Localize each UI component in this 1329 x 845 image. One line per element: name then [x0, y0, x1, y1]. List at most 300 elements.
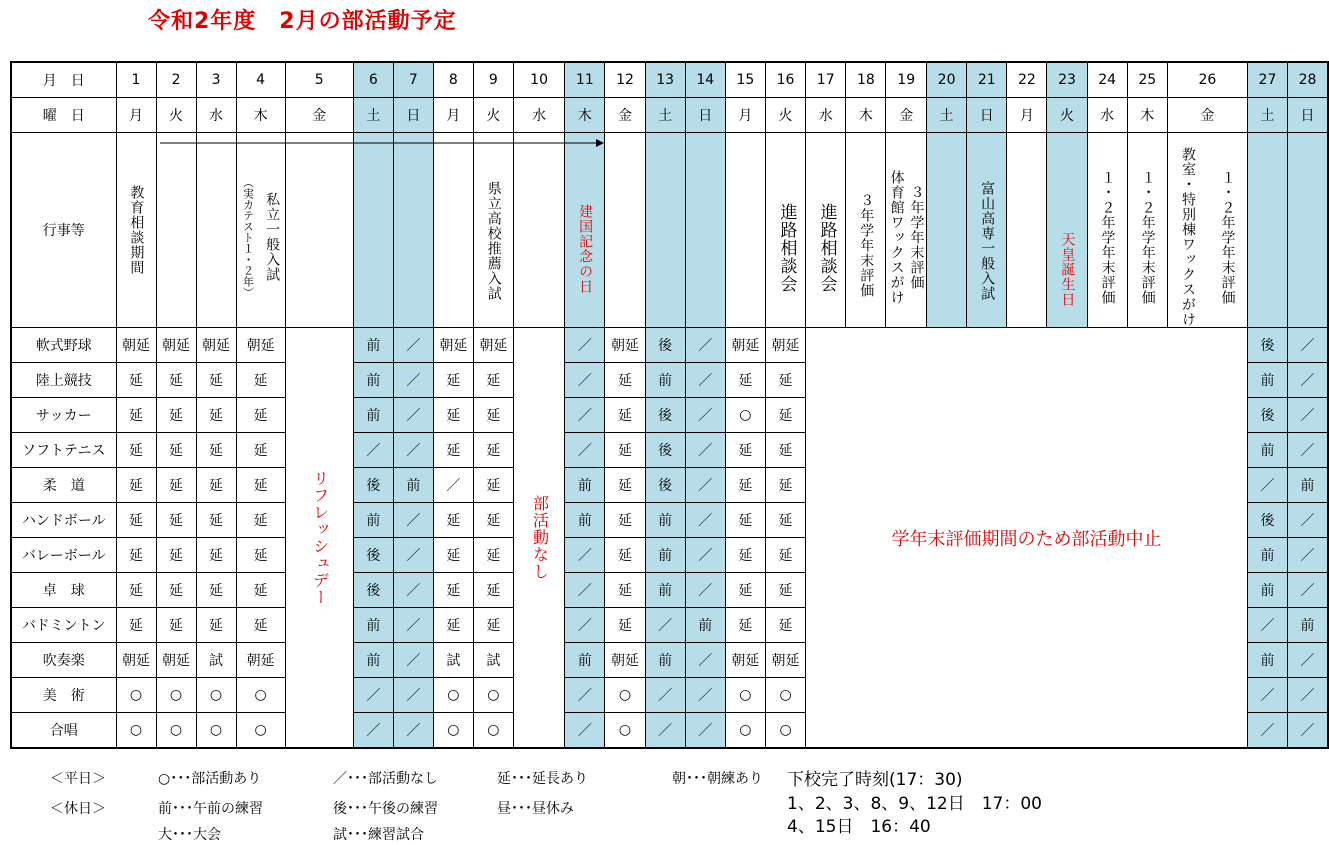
schedule-cell: 延 — [156, 363, 196, 398]
event-text: 建国記念の日 — [577, 204, 594, 294]
schedule-cell: 延 — [725, 538, 765, 573]
club-row — [11, 328, 1328, 363]
date-cell: 25 — [1127, 62, 1167, 98]
schedule-cell: 延 — [433, 363, 473, 398]
schedule-cell: 後 — [645, 328, 685, 363]
schedule-cell: 前 — [353, 503, 393, 538]
schedule-cell: ／ — [1288, 328, 1328, 363]
schedule-cell: ／ — [1247, 713, 1287, 749]
schedule-cell: 朝延 — [156, 328, 196, 363]
schedule-cell: ／ — [565, 398, 605, 433]
schedule-cell: ／ — [393, 433, 433, 468]
schedule-cell: 延 — [236, 468, 285, 503]
club-name: 合唱 — [11, 713, 116, 749]
schedule-cell: 延 — [605, 608, 645, 643]
schedule-cell: 前 — [353, 608, 393, 643]
weekday-cell: 木 — [1127, 98, 1167, 133]
schedule-cell: ／ — [1288, 573, 1328, 608]
weekday-cell: 水 — [513, 98, 564, 133]
schedule-cell: 延 — [116, 363, 156, 398]
events-row — [11, 133, 1328, 328]
date-cell: 10 — [513, 62, 564, 98]
schedule-cell: ○ — [725, 678, 765, 713]
event-text: 体育館ワックスがけ — [888, 169, 905, 305]
schedule-cell: ／ — [685, 678, 725, 713]
event-text: 富山高専一般入試 — [979, 181, 996, 301]
weekday-cell: 月 — [116, 98, 156, 133]
date-cell: 17 — [806, 62, 846, 98]
schedule-cell: ／ — [1288, 643, 1328, 678]
suspension-note: 学年末評価期間のため部活動中止 — [891, 528, 1162, 550]
schedule-cell: 前 — [645, 363, 685, 398]
schedule-cell: ／ — [565, 538, 605, 573]
schedule-cell: 延 — [156, 538, 196, 573]
club-name: バレーボール — [11, 538, 116, 573]
schedule-cell: 延 — [116, 608, 156, 643]
club-name: バドミントン — [11, 608, 116, 643]
club-name: 吹奏楽 — [11, 643, 116, 678]
schedule-cell: 延 — [433, 573, 473, 608]
event-day-4 — [236, 133, 285, 328]
weekday-cell: 月 — [1007, 98, 1047, 133]
schedule-cell: ／ — [353, 433, 393, 468]
legend-item: 大･･･大会 — [158, 827, 221, 843]
schedule-cell: 延 — [605, 398, 645, 433]
schedule-cell: ／ — [393, 573, 433, 608]
schedule-cell: 延 — [605, 573, 645, 608]
event-text: 教室・特別棟ワックスがけ — [1179, 147, 1196, 327]
refresh-day-cell — [285, 328, 353, 749]
schedule-cell: 朝延 — [765, 643, 805, 678]
event-text: 進路相談会 — [816, 203, 837, 293]
club-name: 美 術 — [11, 678, 116, 713]
schedule-cell: 朝延 — [605, 643, 645, 678]
schedule-cell: ／ — [685, 328, 725, 363]
date-cell: 18 — [846, 62, 886, 98]
schedule-cell: 延 — [725, 608, 765, 643]
schedule-cell: ／ — [1288, 398, 1328, 433]
date-cell: 20 — [927, 62, 967, 98]
schedule-cell: 延 — [196, 608, 236, 643]
schedule-cell: ／ — [393, 328, 433, 363]
schedule-cell: 延 — [236, 503, 285, 538]
schedule-cell: 延 — [433, 608, 473, 643]
weekday-cell: 金 — [1167, 98, 1247, 133]
schedule-cell: 前 — [645, 643, 685, 678]
schedule-cell: ／ — [393, 363, 433, 398]
schedule-cell: 延 — [156, 468, 196, 503]
event-text: 進路相談会 — [776, 203, 797, 293]
schedule-cell: 延 — [433, 433, 473, 468]
schedule-cell: ○ — [605, 713, 645, 749]
schedule-cell: 延 — [196, 503, 236, 538]
event-day-11 — [565, 133, 605, 328]
schedule-cell: ／ — [565, 433, 605, 468]
club-name: 軟式野球 — [11, 328, 116, 363]
schedule-cell: 延 — [473, 468, 513, 503]
schedule-cell: 前 — [565, 468, 605, 503]
event-day-19 — [886, 133, 927, 328]
legend-holiday-label: ＜休日＞ — [50, 801, 106, 817]
schedule-cell: 延 — [605, 468, 645, 503]
schedule-cell: 延 — [196, 433, 236, 468]
schedule-cell: ／ — [565, 573, 605, 608]
event-day-1 — [116, 133, 156, 328]
dismissal-time: 1、2、3、8、9、12日 17：00 — [787, 794, 1042, 814]
club-name: 陸上競技 — [11, 363, 116, 398]
schedule-cell: ／ — [645, 678, 685, 713]
schedule-cell: 後 — [645, 398, 685, 433]
schedule-cell: 前 — [1247, 363, 1287, 398]
schedule-cell: ○ — [116, 713, 156, 749]
weekday-cell: 水 — [196, 98, 236, 133]
weekday-cell: 金 — [605, 98, 645, 133]
schedule-cell: ／ — [393, 503, 433, 538]
schedule-cell: 朝延 — [116, 328, 156, 363]
schedule-cell: 朝延 — [196, 328, 236, 363]
legend-weekday-label: ＜平日＞ — [50, 771, 106, 787]
weekday-cell: 水 — [806, 98, 846, 133]
schedule-cell: ／ — [565, 363, 605, 398]
legend-item: 前･･･午前の練習 — [158, 801, 263, 817]
date-cell: 19 — [886, 62, 927, 98]
schedule-cell: 延 — [116, 503, 156, 538]
schedule-cell: ／ — [1288, 503, 1328, 538]
schedule-cell: 前 — [645, 503, 685, 538]
schedule-cell: 朝延 — [605, 328, 645, 363]
schedule-cell: ／ — [393, 643, 433, 678]
weekday-cell: 火 — [1047, 98, 1087, 133]
schedule-cell: 延 — [605, 503, 645, 538]
schedule-cell: ／ — [353, 713, 393, 749]
legend-item: 後･･･午後の練習 — [333, 801, 438, 817]
schedule-cell: ○ — [473, 678, 513, 713]
event-text: ３年学年末評価 — [908, 184, 925, 290]
schedule-cell: 延 — [473, 503, 513, 538]
schedule-cell: ／ — [433, 468, 473, 503]
legend-item: 朝･･･朝練あり — [672, 771, 763, 787]
schedule-cell: ／ — [565, 608, 605, 643]
schedule-cell: 延 — [765, 608, 805, 643]
schedule-cell: ○ — [725, 398, 765, 433]
schedule-cell: 延 — [473, 573, 513, 608]
schedule-cell: 延 — [156, 573, 196, 608]
suspension-cell — [806, 328, 1248, 749]
schedule-cell: ○ — [725, 713, 765, 749]
schedule-cell: 朝延 — [473, 328, 513, 363]
schedule-cell: 前 — [1247, 573, 1287, 608]
schedule-cell: 延 — [196, 538, 236, 573]
weekday-cell: 月 — [725, 98, 765, 133]
schedule-cell: 延 — [725, 503, 765, 538]
schedule-cell: 前 — [645, 573, 685, 608]
club-name: 卓 球 — [11, 573, 116, 608]
schedule-cell: 延 — [765, 468, 805, 503]
schedule-cell: 後 — [1247, 328, 1287, 363]
schedule-cell: ○ — [236, 713, 285, 749]
date-cell: 6 — [353, 62, 393, 98]
schedule-cell: ○ — [473, 713, 513, 749]
schedule-cell: 延 — [765, 503, 805, 538]
schedule-cell: 延 — [156, 398, 196, 433]
date-cell: 3 — [196, 62, 236, 98]
schedule-cell: 後 — [645, 468, 685, 503]
refresh-day-text: リフレッシュデー — [310, 469, 330, 606]
schedule-cell: 延 — [473, 608, 513, 643]
schedule-cell: 前 — [1288, 468, 1328, 503]
schedule-cell: 延 — [473, 433, 513, 468]
schedule-cell: 延 — [765, 398, 805, 433]
period-arrow — [160, 139, 604, 147]
schedule-cell: 前 — [353, 363, 393, 398]
date-cell: 14 — [685, 62, 725, 98]
legend-item: 延･･･延長あり — [497, 771, 588, 787]
schedule-cell: ○ — [765, 678, 805, 713]
schedule-cell: ／ — [1288, 538, 1328, 573]
schedule-cell: 試 — [433, 643, 473, 678]
schedule-cell: ／ — [565, 713, 605, 749]
event-text: 天皇誕生日 — [1059, 231, 1076, 307]
weekday-cell: 土 — [645, 98, 685, 133]
schedule-cell: 延 — [116, 573, 156, 608]
schedule-cell: ／ — [393, 678, 433, 713]
schedule-cell: 延 — [765, 433, 805, 468]
event-day-18 — [846, 133, 886, 328]
weekday-cell: 金 — [886, 98, 927, 133]
schedule-cell: 延 — [725, 573, 765, 608]
date-cell: 15 — [725, 62, 765, 98]
schedule-cell: ／ — [685, 538, 725, 573]
schedule-cell: ○ — [196, 713, 236, 749]
weekday-cell: 日 — [1288, 98, 1328, 133]
schedule-cell: ／ — [393, 398, 433, 433]
schedule-cell: 延 — [473, 398, 513, 433]
schedule-cell: 前 — [1247, 643, 1287, 678]
schedule-cell: 延 — [765, 538, 805, 573]
schedule-cell: 朝延 — [236, 328, 285, 363]
schedule-cell: ○ — [116, 678, 156, 713]
schedule-cell: 延 — [236, 573, 285, 608]
events-header: 行事等 — [11, 133, 116, 328]
club-name: 柔 道 — [11, 468, 116, 503]
date-cell: 4 — [236, 62, 285, 98]
schedule-cell: ／ — [1288, 678, 1328, 713]
schedule-cell: ○ — [156, 713, 196, 749]
event-text: 教育相談期間 — [128, 185, 145, 275]
schedule-cell: ○ — [236, 678, 285, 713]
date-cell: 16 — [765, 62, 805, 98]
schedule-cell: 前 — [1247, 538, 1287, 573]
weekday-cell: 火 — [473, 98, 513, 133]
event-day-16 — [765, 133, 805, 328]
weekday-row — [11, 98, 1328, 133]
schedule-cell: ／ — [685, 363, 725, 398]
schedule-cell: ／ — [645, 608, 685, 643]
event-text: ３年学年末評価 — [858, 192, 875, 298]
schedule-cell: ／ — [1288, 713, 1328, 749]
weekday-cell: 木 — [565, 98, 605, 133]
weekday-cell: 木 — [846, 98, 886, 133]
schedule-cell: ／ — [1247, 678, 1287, 713]
schedule-cell: 延 — [765, 573, 805, 608]
schedule-cell: 延 — [196, 398, 236, 433]
schedule-cell: ／ — [685, 713, 725, 749]
schedule-cell: 延 — [605, 433, 645, 468]
schedule-cell: 前 — [1288, 608, 1328, 643]
weekday-cell: 月 — [433, 98, 473, 133]
date-cell: 9 — [473, 62, 513, 98]
schedule-cell: ／ — [685, 468, 725, 503]
schedule-cell: 延 — [433, 398, 473, 433]
schedule-cell: 延 — [433, 538, 473, 573]
schedule-cell: 試 — [473, 643, 513, 678]
schedule-cell: 前 — [565, 503, 605, 538]
schedule-cell: 延 — [156, 433, 196, 468]
schedule-table — [10, 61, 1329, 749]
schedule-cell: ／ — [565, 678, 605, 713]
weekday-cell: 土 — [353, 98, 393, 133]
schedule-cell: 延 — [116, 433, 156, 468]
date-cell: 26 — [1167, 62, 1247, 98]
date-header: 月 日 — [11, 62, 116, 98]
schedule-cell: 後 — [353, 573, 393, 608]
schedule-cell: ／ — [393, 713, 433, 749]
schedule-cell: 延 — [473, 538, 513, 573]
schedule-cell: 試 — [196, 643, 236, 678]
schedule-cell: ／ — [1247, 468, 1287, 503]
schedule-cell: 延 — [605, 363, 645, 398]
schedule-cell: 延 — [433, 503, 473, 538]
weekday-cell: 水 — [1087, 98, 1127, 133]
schedule-cell: ○ — [765, 713, 805, 749]
event-day-21 — [967, 133, 1007, 328]
club-name: サッカー — [11, 398, 116, 433]
event-text: 私立一般入試 — [264, 192, 281, 282]
event-text: １・２年学年末評価 — [1139, 169, 1156, 305]
schedule-cell: ／ — [565, 328, 605, 363]
date-row — [11, 62, 1328, 98]
schedule-cell: 延 — [116, 538, 156, 573]
weekday-cell: 土 — [1247, 98, 1287, 133]
schedule-cell: ／ — [685, 433, 725, 468]
date-cell: 13 — [645, 62, 685, 98]
schedule-cell: 延 — [236, 398, 285, 433]
schedule-cell: 朝延 — [725, 643, 765, 678]
event-day-25 — [1127, 133, 1167, 328]
schedule-cell: ○ — [196, 678, 236, 713]
schedule-cell: 朝延 — [765, 328, 805, 363]
event-text: 県立高校推薦入試 — [485, 181, 502, 301]
legend-item: ／･･･部活動なし — [333, 771, 438, 787]
no-activity-cell — [513, 328, 564, 749]
schedule-cell: 前 — [353, 328, 393, 363]
legend-item: 昼･･･昼休み — [497, 801, 574, 817]
schedule-cell: 前 — [353, 398, 393, 433]
schedule-cell: 後 — [645, 433, 685, 468]
weekday-cell: 日 — [393, 98, 433, 133]
event-day-9 — [473, 133, 513, 328]
schedule-cell: 延 — [725, 363, 765, 398]
club-name: ハンドボール — [11, 503, 116, 538]
weekday-cell: 木 — [236, 98, 285, 133]
schedule-cell: ／ — [1288, 363, 1328, 398]
schedule-cell: 前 — [565, 643, 605, 678]
schedule-cell: 朝延 — [236, 643, 285, 678]
event-day-24 — [1087, 133, 1127, 328]
schedule-cell: 延 — [765, 363, 805, 398]
weekday-cell: 土 — [927, 98, 967, 133]
date-cell: 21 — [967, 62, 1007, 98]
schedule-cell: 延 — [196, 363, 236, 398]
schedule-cell: 朝延 — [156, 643, 196, 678]
schedule-cell: 延 — [725, 433, 765, 468]
date-cell: 7 — [393, 62, 433, 98]
date-cell: 27 — [1247, 62, 1287, 98]
schedule-cell: ／ — [1288, 433, 1328, 468]
event-text: （実カテスト１・２年） — [241, 176, 255, 298]
date-cell: 24 — [1087, 62, 1127, 98]
schedule-cell: 朝延 — [725, 328, 765, 363]
event-text: １・２年学年末評価 — [1099, 169, 1116, 305]
date-cell: 12 — [605, 62, 645, 98]
schedule-cell: ○ — [433, 678, 473, 713]
weekday-cell: 火 — [156, 98, 196, 133]
schedule-cell: ／ — [685, 503, 725, 538]
schedule-cell: 後 — [1247, 503, 1287, 538]
schedule-cell: 後 — [353, 468, 393, 503]
date-cell: 28 — [1288, 62, 1328, 98]
schedule-cell: 延 — [605, 538, 645, 573]
event-day-23 — [1047, 133, 1087, 328]
date-cell: 2 — [156, 62, 196, 98]
weekday-cell: 日 — [967, 98, 1007, 133]
schedule-cell: ／ — [393, 608, 433, 643]
schedule-cell: ／ — [685, 643, 725, 678]
schedule-cell: ○ — [156, 678, 196, 713]
schedule-cell: ○ — [605, 678, 645, 713]
date-cell: 11 — [565, 62, 605, 98]
event-text: １・２年学年末評価 — [1219, 169, 1236, 305]
schedule-cell: 延 — [196, 468, 236, 503]
schedule-cell: ／ — [1247, 608, 1287, 643]
schedule-cell: 延 — [236, 433, 285, 468]
schedule-cell: 朝延 — [116, 643, 156, 678]
schedule-cell: ○ — [433, 713, 473, 749]
date-cell: 8 — [433, 62, 473, 98]
schedule-cell: ／ — [645, 713, 685, 749]
schedule-cell: 朝延 — [433, 328, 473, 363]
weekday-cell: 火 — [765, 98, 805, 133]
date-cell: 23 — [1047, 62, 1087, 98]
legend-item: ○･･･部活動あり — [158, 771, 262, 787]
schedule-cell: 延 — [156, 503, 196, 538]
schedule-cell: 延 — [116, 398, 156, 433]
schedule-cell: 延 — [116, 468, 156, 503]
schedule-cell: 前 — [645, 538, 685, 573]
club-name: ソフトテニス — [11, 433, 116, 468]
schedule-cell: 後 — [1247, 398, 1287, 433]
schedule-cell: 延 — [725, 468, 765, 503]
dismissal-title: 下校完了時刻(17：30) — [787, 770, 963, 790]
legend — [0, 764, 1329, 844]
schedule-cell: 延 — [196, 573, 236, 608]
weekday-header: 曜 日 — [11, 98, 116, 133]
event-day-26 — [1167, 133, 1247, 328]
schedule-cell: 延 — [473, 363, 513, 398]
date-cell: 5 — [285, 62, 353, 98]
schedule-cell: 延 — [236, 363, 285, 398]
schedule-cell: 前 — [1247, 433, 1287, 468]
